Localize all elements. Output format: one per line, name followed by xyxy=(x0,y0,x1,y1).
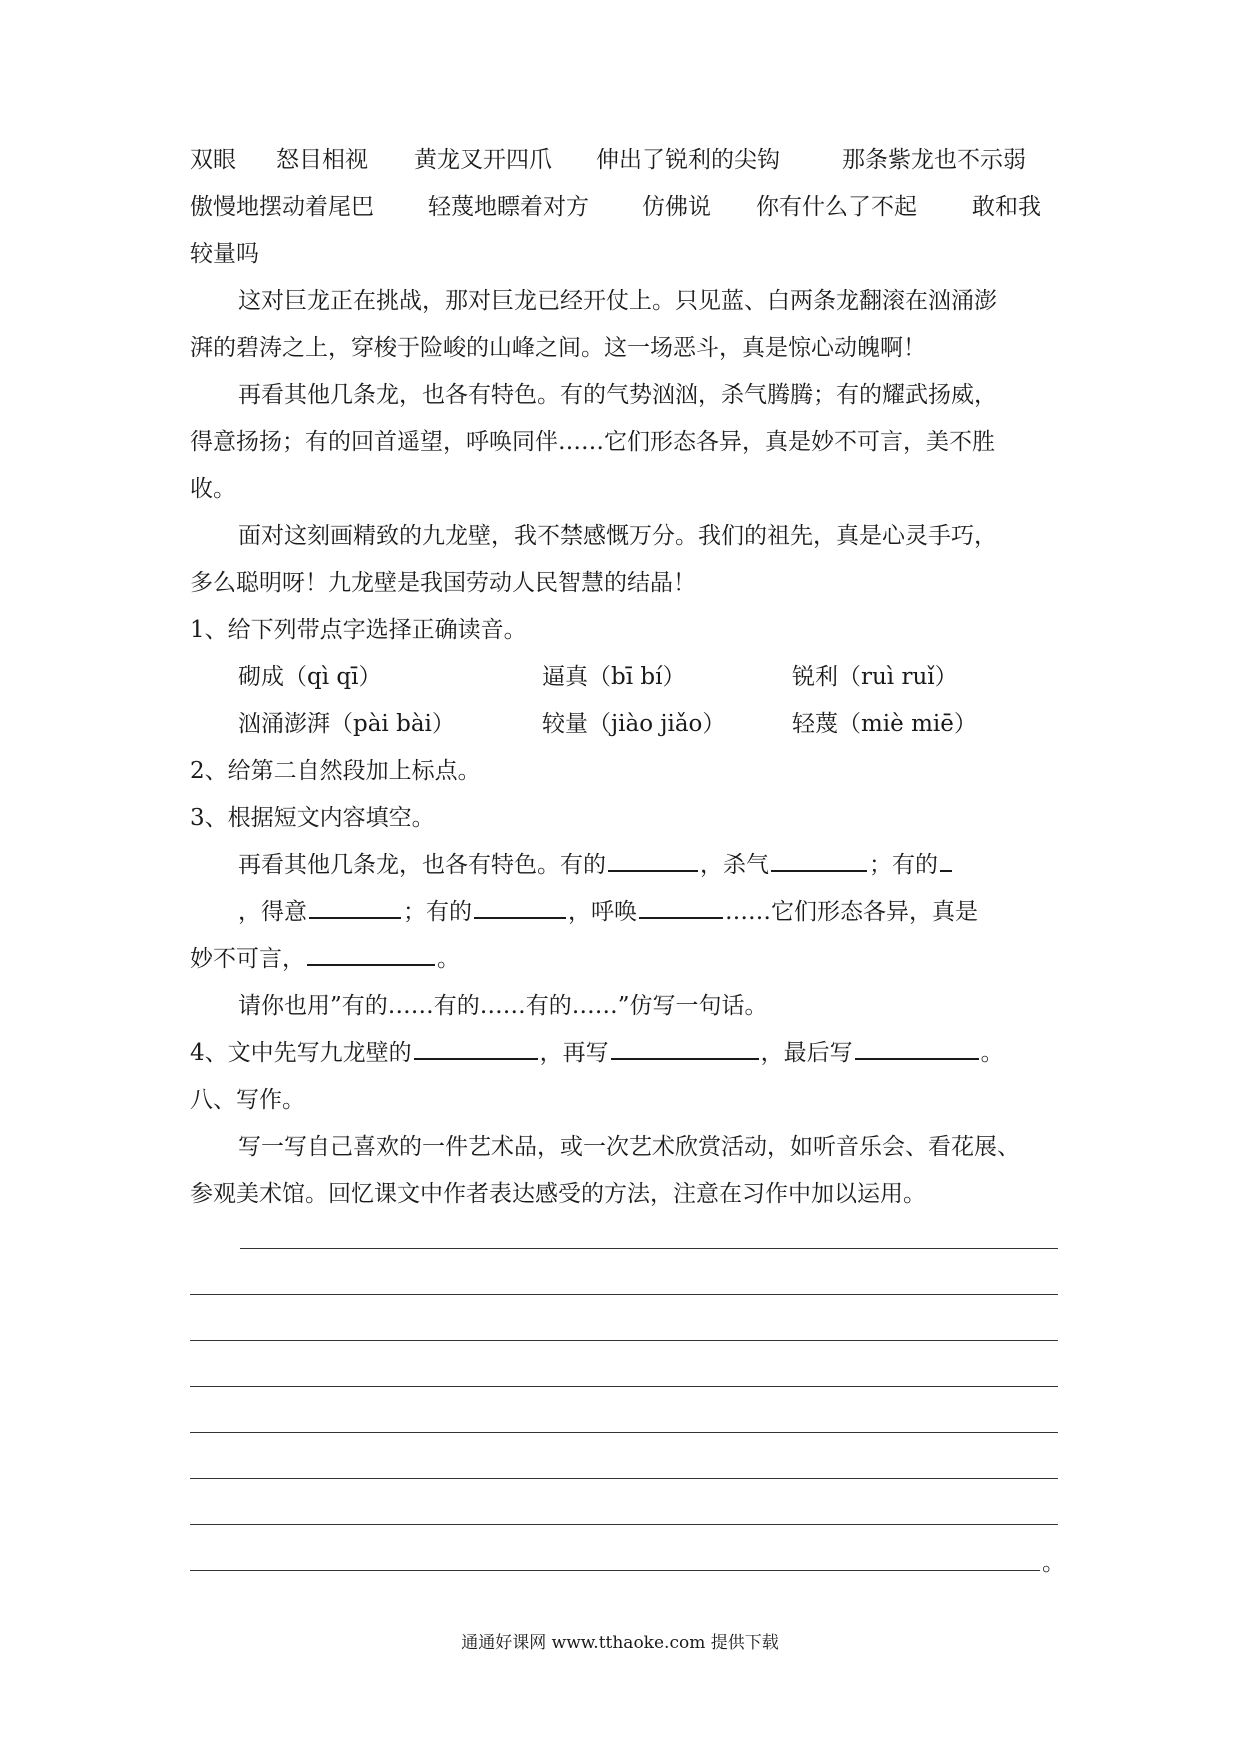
answer-blank[interactable] xyxy=(771,850,867,872)
writing-prompt-line: 写一写自己喜欢的一件艺术品，或一次艺术欣赏活动，如听音乐会、看花展、 xyxy=(238,1134,1020,1160)
writing-prompt-line: 参观美术馆。回忆课文中作者表达感受的方法，注意在习作中加以运用。 xyxy=(190,1181,926,1207)
phrase: 仿佛说 xyxy=(642,194,711,220)
fill-text: 。 xyxy=(980,1040,1004,1066)
fill-text: ，得意 xyxy=(238,899,307,925)
writing-line[interactable] xyxy=(190,1294,1058,1295)
paragraph-line: 湃的碧涛之上，穿梭于险峻的山峰之间。这一场恶斗，真是惊心动魄啊！ xyxy=(190,335,926,361)
pinyin-choice: 锐利（ruì ruǐ） xyxy=(792,664,958,690)
writing-line[interactable] xyxy=(190,1570,1040,1571)
answer-blank[interactable] xyxy=(309,897,401,919)
fill-text: ，最后写 xyxy=(760,1040,853,1066)
phrase: 敢和我 xyxy=(972,194,1041,220)
phrase: 轻蔑地瞟着对方 xyxy=(428,194,589,220)
fill-text: ；有的 xyxy=(869,852,938,878)
writing-line[interactable] xyxy=(190,1478,1058,1479)
answer-blank[interactable] xyxy=(307,944,435,966)
section-8-heading: 八、写作。 xyxy=(190,1087,305,1113)
phrase: 伸出了锐利的尖钩 xyxy=(596,147,780,173)
phrase: 怒目相视 xyxy=(276,147,368,173)
fill-line-2 xyxy=(238,895,978,929)
pinyin-choice: 逼真（bī bí） xyxy=(542,664,686,690)
writing-line[interactable] xyxy=(190,1386,1058,1387)
question-2-title: 2、给第二自然段加上标点。 xyxy=(190,758,481,784)
paragraph-line: 再看其他几条龙，也各有特色。有的气势汹汹，杀气腾腾；有的耀武扬威， xyxy=(238,382,997,408)
phrase: 你有什么了不起 xyxy=(756,194,917,220)
fill-line-3 xyxy=(190,942,460,976)
pinyin-choice: 砌成（qì qī） xyxy=(238,664,382,690)
fill-text: ，杀气 xyxy=(700,852,769,878)
fill-text: 4、文中先写九龙壁的 xyxy=(190,1040,412,1066)
writing-line[interactable] xyxy=(190,1524,1058,1525)
phrase-row-3: 较量吗 xyxy=(190,241,259,267)
fill-text: ；有的 xyxy=(403,899,472,925)
phrase: 黄龙叉开四爪 xyxy=(414,147,552,173)
fill-text: 。 xyxy=(437,946,460,972)
question-1-title: 1、给下列带点字选择正确读音。 xyxy=(190,617,527,643)
pinyin-choice: 轻蔑（miè miē） xyxy=(792,711,977,737)
fill-line-1 xyxy=(238,848,954,882)
phrase: 那条紫龙也不示弱 xyxy=(842,147,1026,173)
writing-line[interactable] xyxy=(190,1432,1058,1433)
pinyin-choice: 较量（jiào jiǎo） xyxy=(542,711,726,737)
answer-blank[interactable] xyxy=(639,897,723,919)
writing-line[interactable] xyxy=(240,1248,1058,1249)
question-4 xyxy=(190,1036,1004,1070)
answer-blank[interactable] xyxy=(474,897,566,919)
fill-text: ……它们形态各异，真是 xyxy=(725,899,978,925)
answer-blank[interactable] xyxy=(940,850,952,872)
paragraph-line: 这对巨龙正在挑战，那对巨龙已经开仗上。只见蓝、白两条龙翻滚在汹涌澎 xyxy=(238,288,997,314)
paragraph-line: 得意扬扬；有的回首遥望，呼唤同伴……它们形态各异，真是妙不可言，美不胜 xyxy=(190,429,995,455)
footer-credit: 通通好课网 www.tthaoke.com 提供下载 xyxy=(461,1633,779,1653)
answer-blank[interactable] xyxy=(855,1038,979,1060)
phrase: 双眼 xyxy=(190,147,236,173)
answer-blank[interactable] xyxy=(608,850,698,872)
fill-text: ，再写 xyxy=(539,1040,609,1066)
writing-line[interactable] xyxy=(190,1340,1058,1341)
answer-blank[interactable] xyxy=(611,1038,759,1060)
paragraph-line: 多么聪明呀！九龙壁是我国劳动人民智慧的结晶！ xyxy=(190,570,696,596)
fill-text: 妙不可言， xyxy=(190,946,305,972)
imitate-instruction: 请你也用”有的……有的……有的……”仿写一句话。 xyxy=(238,993,768,1019)
writing-end-mark: 。 xyxy=(1042,1550,1065,1576)
fill-text: ，呼唤 xyxy=(568,899,637,925)
paragraph-line: 面对这刻画精致的九龙壁，我不禁感慨万分。我们的祖先，真是心灵手巧， xyxy=(238,523,997,549)
question-3-title: 3、根据短文内容填空。 xyxy=(190,805,435,831)
answer-blank[interactable] xyxy=(414,1038,538,1060)
fill-text: 再看其他几条龙，也各有特色。有的 xyxy=(238,852,606,878)
pinyin-choice: 汹涌澎湃（pài bài） xyxy=(238,711,455,737)
phrase: 傲慢地摆动着尾巴 xyxy=(190,194,374,220)
paragraph-line: 收。 xyxy=(190,476,236,502)
